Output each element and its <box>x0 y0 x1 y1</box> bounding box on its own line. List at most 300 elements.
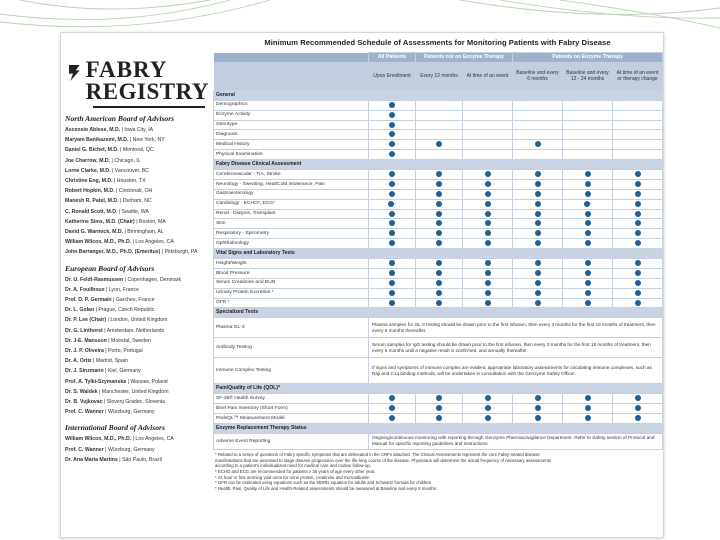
schedule-cell <box>613 189 663 199</box>
schedule-cell <box>369 404 416 414</box>
dot-marker <box>389 405 395 411</box>
dot-marker <box>485 415 491 421</box>
schedule-cell <box>369 268 416 278</box>
dot-marker <box>585 240 591 246</box>
adverse-event-row <box>214 433 663 449</box>
board-title: North American Board of Advisors <box>65 114 175 123</box>
board-title: International Board of Advisors <box>65 423 165 433</box>
schedule-cell <box>369 150 416 160</box>
schedule-cell <box>369 278 416 288</box>
schedule-cell <box>463 110 513 120</box>
assessment-row <box>214 298 663 308</box>
dot-marker <box>585 220 591 226</box>
dot-marker <box>389 171 395 177</box>
schedule-cell <box>563 120 613 130</box>
schedule-cell <box>613 170 663 180</box>
schedule-cell <box>463 100 513 110</box>
section-row <box>214 308 663 318</box>
board-member: Lorne Clarke, M.D. | Vancouver, BC <box>65 167 149 174</box>
board-member: David G. Warnock, M.D. | Birmingham, AL <box>65 229 164 236</box>
dot-marker <box>485 211 491 217</box>
header-spacer <box>214 53 369 63</box>
dot-marker <box>436 270 442 276</box>
dot-marker <box>389 240 395 246</box>
dot-marker <box>389 151 395 157</box>
schedule-cell <box>416 404 463 414</box>
dot-marker <box>436 405 442 411</box>
schedule-cell <box>463 199 513 209</box>
schedule-cell <box>513 179 563 189</box>
schedule-cell <box>563 278 613 288</box>
dot-marker <box>436 201 442 207</box>
assessment-row <box>214 268 663 278</box>
section-header: Vital Signs and Laboratory Tests <box>214 249 663 259</box>
dot-marker <box>389 260 395 266</box>
dot-marker <box>585 230 591 236</box>
footnote-line: * GFR can be estimated using equations such as the MDRD equation for adults and Schwartz formula for children <box>215 480 432 486</box>
column-header: At time of an event or therapy change <box>613 62 663 90</box>
schedule-cell <box>513 298 563 308</box>
schedule-cell <box>613 259 663 269</box>
section-row <box>214 249 663 259</box>
assessment-label: Respiratory - Spirometry <box>214 229 369 239</box>
dot-marker <box>585 191 591 197</box>
assessment-row <box>214 179 663 189</box>
dot-marker <box>535 405 541 411</box>
dot-marker <box>585 211 591 217</box>
schedule-cell <box>513 100 563 110</box>
board-member: Dr. Ana Maria Martins | São Paulo, Brazil <box>65 456 162 463</box>
dot-marker <box>585 181 591 187</box>
schedule-cell <box>416 278 463 288</box>
schedule-cell <box>369 414 416 424</box>
board-member: William Wilcox, M.D., Ph.D. | Los Angeles, CA <box>65 436 174 443</box>
assessment-label: Renal - Dialysis, Transplant <box>214 209 369 219</box>
schedule-cell <box>416 140 463 150</box>
schedule-cell <box>416 394 463 404</box>
schedule-cell <box>463 414 513 424</box>
assessment-row <box>214 189 663 199</box>
dot-marker <box>436 300 442 306</box>
schedule-cell <box>463 189 513 199</box>
dot-marker <box>585 415 591 421</box>
dot-marker <box>585 171 591 177</box>
schedule-cell <box>563 219 613 229</box>
assessment-label: Brief Pain Inventory (Short Form) <box>214 404 369 414</box>
dot-marker <box>389 102 395 108</box>
schedule-cell <box>513 259 563 269</box>
logo-line-2: REGISTRY <box>85 79 209 104</box>
board-member: Prof. C. Wanner | Würzburg, Germany <box>65 446 155 453</box>
dot-marker <box>389 112 395 118</box>
schedule-cell <box>613 278 663 288</box>
dot-marker <box>535 171 541 177</box>
dot-marker <box>635 290 641 296</box>
schedule-cell <box>613 394 663 404</box>
column-header: Baseline and every 6 months <box>513 62 563 90</box>
assessment-label: Height/Weight <box>214 259 369 269</box>
schedule-cell <box>463 268 513 278</box>
assessment-row <box>214 394 663 404</box>
assessment-label: Diagnosis <box>214 130 369 140</box>
schedule-cell <box>416 130 463 140</box>
schedule-cell <box>416 414 463 424</box>
schedule-cell <box>369 288 416 298</box>
assessment-row <box>214 170 663 180</box>
board-member: Prof. D. P. Germain | Garches, France <box>65 297 155 304</box>
schedule-cell <box>416 179 463 189</box>
schedule-cell <box>369 394 416 404</box>
schedule-cell <box>369 239 416 249</box>
assessment-label: Immune Complex Testing <box>214 358 369 384</box>
dot-marker <box>585 270 591 276</box>
assessment-label: Ophthalmology <box>214 239 369 249</box>
schedule-cell <box>369 120 416 130</box>
schedule-cell <box>613 179 663 189</box>
schedule-cell <box>416 199 463 209</box>
schedule-cell <box>613 404 663 414</box>
assessment-label: Cardiology - ECHO*, ECG* <box>214 199 369 209</box>
dot-marker <box>635 201 641 207</box>
assessment-label: Urinary Protein Excretion * <box>214 288 369 298</box>
column-header: At time of an event <box>463 62 513 90</box>
dot-marker <box>389 131 395 137</box>
schedule-panel <box>213 33 662 492</box>
schedule-cell <box>513 120 563 130</box>
schedule-cell <box>416 239 463 249</box>
schedule-cell <box>416 298 463 308</box>
schedule-cell <box>513 268 563 278</box>
dot-marker <box>389 220 395 226</box>
assessment-label: Demographics <box>214 100 369 110</box>
section-row <box>214 423 663 433</box>
dot-marker <box>635 260 641 266</box>
board-member: Dr. J-E. Mansson | Molndal, Sweden <box>65 337 151 344</box>
board-member: Christine Eng, M.D. | Houston, TX <box>65 178 146 185</box>
dot-marker <box>436 260 442 266</box>
assessment-label: Neurology - Sweating, Heat/Cold intolerance, Pain <box>214 179 369 189</box>
header-spacer <box>214 62 369 90</box>
section-row <box>214 384 663 394</box>
schedule-cell <box>463 404 513 414</box>
schedule-cell <box>513 130 563 140</box>
schedule-cell <box>416 209 463 219</box>
dot-marker <box>535 300 541 306</box>
assessment-row <box>214 130 663 140</box>
fabry-schedule-document <box>60 32 664 538</box>
board-member: Dr. J. P. Oliveira | Porto, Portugal <box>65 348 143 355</box>
dot-marker <box>389 415 395 421</box>
schedule-cell <box>463 259 513 269</box>
footnote-marker: * <box>589 200 592 206</box>
schedule-cell <box>563 288 613 298</box>
schedule-cell <box>513 170 563 180</box>
schedule-cell <box>613 268 663 278</box>
assessment-label: Genotype <box>214 120 369 130</box>
schedule-cell <box>613 120 663 130</box>
schedule-cell <box>563 209 613 219</box>
schedule-cell <box>369 170 416 180</box>
schedule-cell <box>613 298 663 308</box>
dot-marker <box>436 395 442 401</box>
schedule-cell <box>563 268 613 278</box>
dot-marker <box>635 171 641 177</box>
assessment-row <box>214 229 663 239</box>
board-member: Dr. U. Feldt-Rasmussen | Copenhagen, Denmark <box>65 276 182 283</box>
schedule-cell <box>369 100 416 110</box>
board-member-list <box>65 434 209 465</box>
board-member: Joe Charrow, M.D. | Chicago, IL <box>65 157 141 164</box>
dot-marker <box>585 405 591 411</box>
board-member: Dr. J. Sinzmann | Kiel, Germany <box>65 368 141 375</box>
schedule-cell <box>613 219 663 229</box>
schedule-cell <box>416 170 463 180</box>
assessment-note: Serum samples for IgG testing should be drawn prior to the first infusion, then every 3 months for the first 18 months of treatment, then every 6 months until a negative result is confirmed, and annually thereafter. <box>369 338 663 358</box>
assessment-label: Enzyme Activity <box>214 110 369 120</box>
dot-marker <box>389 290 395 296</box>
section-header: Fabry Disease Clinical Assessment <box>214 160 663 170</box>
schedule-cell <box>463 288 513 298</box>
schedule-cell <box>369 179 416 189</box>
column-header: Baseline and every 12 - 24 months <box>563 62 613 90</box>
dot-marker <box>389 230 395 236</box>
board-member: John Barranger, M.D., Ph.D. (Emeritus) | Pittsburgh, PA <box>65 249 198 256</box>
dot-marker <box>389 270 395 276</box>
dot-marker <box>436 141 442 147</box>
dot-marker <box>436 171 442 177</box>
dot-marker <box>635 191 641 197</box>
schedule-cell <box>613 110 663 120</box>
schedule-cell <box>416 150 463 160</box>
footnote-line: * ECHO and ECG are recommended for patients ≥ 35 years of age every other year. <box>215 468 376 474</box>
dot-marker <box>585 290 591 296</box>
dot-marker <box>485 395 491 401</box>
schedule-cell <box>513 110 563 120</box>
schedule-cell <box>563 298 613 308</box>
schedule-cell <box>463 140 513 150</box>
assessment-label: Blood Pressure <box>214 268 369 278</box>
schedule-cell <box>513 394 563 404</box>
dot-marker <box>485 201 491 207</box>
dot-marker <box>389 181 395 187</box>
dot-marker <box>389 141 395 147</box>
assessment-note: Ongoing/continuous monitoring with reporting through Genzyme Pharmacovigilance Department. Refer to Safety section of Protocol and Manual for specific reporting guidelines and instructions. <box>369 433 663 449</box>
dot-marker <box>535 395 541 401</box>
board-member-list <box>65 125 209 258</box>
column-header: Upon Enrollment <box>369 62 416 90</box>
schedule-cell <box>563 170 613 180</box>
schedule-cell <box>613 239 663 249</box>
assessment-row <box>214 259 663 269</box>
schedule-cell <box>416 100 463 110</box>
footnote-line: * Health, Pain, Quality of Life and Health-Related assessments should be measured at Baseline and every 6 months. <box>215 486 438 492</box>
board-member: Robert Hopkin, M.D. | Cincinnati, OH <box>65 188 153 195</box>
dot-marker <box>535 270 541 276</box>
schedule-cell <box>463 120 513 130</box>
schedule-cell <box>463 278 513 288</box>
assessment-note: Plasma samples for GL-3 testing should be drawn prior to the first infusion, then every 3 months for the first 18 months of treatment, then every 6 months thereafter. <box>369 318 663 338</box>
dot-marker <box>585 280 591 286</box>
board-member: C. Ronald Scott, M.D. | Seattle, WA <box>65 208 149 215</box>
schedule-cell <box>513 404 563 414</box>
assessment-row <box>214 199 663 209</box>
dot-marker <box>585 260 591 266</box>
dot-marker <box>436 280 442 286</box>
schedule-cell <box>563 100 613 110</box>
schedule-cell <box>416 219 463 229</box>
board-member-list <box>65 275 209 418</box>
dot-marker <box>585 395 591 401</box>
dot-marker <box>535 191 541 197</box>
schedule-cell <box>513 219 563 229</box>
board-member: Prof. A. Tylki-Szymanska | Warsaw, Poland <box>65 378 168 385</box>
advisors-panel <box>61 33 209 538</box>
column-header: Every 12 months <box>416 62 463 90</box>
schedule-cell <box>463 394 513 404</box>
dot-marker <box>485 181 491 187</box>
registry-mark-icon <box>67 59 82 87</box>
board-member: Ascensio Ablese, M.D. | Iowa City, IA <box>65 127 154 133</box>
assessment-row <box>214 278 663 288</box>
schedule-cell <box>513 140 563 150</box>
dot-marker <box>436 211 442 217</box>
schedule-cell <box>463 170 513 180</box>
board-member: Katherine Sims, M.D. (Chair) | Boston, MA <box>65 218 166 225</box>
assessment-row <box>214 404 663 414</box>
dot-marker <box>485 240 491 246</box>
schedule-cell <box>369 110 416 120</box>
dot-marker <box>485 405 491 411</box>
dot-marker <box>436 181 442 187</box>
logo-line-1: FABRY <box>85 57 168 82</box>
schedule-cell <box>613 288 663 298</box>
dot-marker <box>485 171 491 177</box>
schedule-cell <box>416 259 463 269</box>
dot-marker <box>485 230 491 236</box>
schedule-cell <box>563 229 613 239</box>
schedule-cell <box>513 189 563 199</box>
dot-marker <box>635 240 641 246</box>
dot-marker <box>635 405 641 411</box>
section-header: Enzyme Replacement Therapy Status <box>214 423 663 433</box>
dot-marker <box>535 290 541 296</box>
schedule-cell <box>613 229 663 239</box>
assessment-row <box>214 140 663 150</box>
column-header-row <box>214 62 663 90</box>
assessment-schedule-table <box>213 52 663 450</box>
specialized-test-row <box>214 358 663 384</box>
dot-marker <box>635 181 641 187</box>
board-member: Dr. S. Waldek | Manchester, United Kingdom <box>65 388 169 395</box>
schedule-cell <box>563 179 613 189</box>
schedule-cell <box>563 189 613 199</box>
board-member: Daniel G. Bichet, M.D. | Montreal, QC <box>65 147 154 154</box>
dot-marker <box>535 211 541 217</box>
schedule-cell <box>513 239 563 249</box>
schedule-cell <box>369 130 416 140</box>
dot-marker <box>436 230 442 236</box>
dot-marker <box>585 300 591 306</box>
dot-marker <box>485 260 491 266</box>
dot-marker <box>389 280 395 286</box>
dot-marker <box>635 395 641 401</box>
dot-marker <box>436 415 442 421</box>
dot-marker <box>535 415 541 421</box>
dot-marker <box>535 230 541 236</box>
group-header: Patients on Enzyme Therapy <box>513 53 663 63</box>
assessment-note: If signs and symptoms of immune complex are evident, appropriate laboratory assessments for circulating immune complexes, such as Raji and C1q binding methods, will be undertaken in consultation with the Genzyme Safety Officer. <box>369 358 663 384</box>
schedule-cell <box>563 130 613 140</box>
assessment-label: Gastroenterology <box>214 189 369 199</box>
schedule-cell <box>563 259 613 269</box>
dot-marker <box>485 270 491 276</box>
schedule-cell <box>563 414 613 424</box>
schedule-cell <box>369 229 416 239</box>
assessment-row <box>214 288 663 298</box>
assessment-row <box>214 239 663 249</box>
schedule-cell <box>563 140 613 150</box>
schedule-cell <box>463 298 513 308</box>
dot-marker <box>535 181 541 187</box>
group-header: Patients not on Enzyme Therapy <box>416 53 513 63</box>
assessment-label: Plasma GL-3 <box>214 318 369 338</box>
schedule-cell <box>563 404 613 414</box>
assessment-label: Medical History <box>214 140 369 150</box>
assessment-label: Physical Examination <box>214 150 369 160</box>
board-member: Dr. A. Ortiz | Madrid, Spain <box>65 358 128 365</box>
section-row <box>214 160 663 170</box>
assessment-row <box>214 219 663 229</box>
dot-marker <box>635 220 641 226</box>
footnote-line: * Related to a series of questions of Fabry specific symptoms that are delineated in the CRFs attached. The Clinical Assessments represent the core Fabry-related disease <box>215 451 540 457</box>
dot-marker <box>485 300 491 306</box>
footnote-line: according to a patient's individualized need for medical care and routine follow-up. <box>215 463 371 469</box>
schedule-cell <box>463 209 513 219</box>
group-header: All Patients <box>369 53 416 63</box>
section-row <box>214 90 663 100</box>
section-header: Pain/Quality of Life (QOL)* <box>214 384 663 394</box>
schedule-cell <box>369 189 416 199</box>
dot-marker <box>535 141 541 147</box>
schedule-cell <box>513 288 563 298</box>
dot-marker <box>535 240 541 246</box>
dot-marker <box>535 260 541 266</box>
dot-marker <box>389 211 395 217</box>
schedule-cell <box>463 130 513 140</box>
dot-marker <box>635 211 641 217</box>
board-member: Dr. A. Fouilhoux | Lyon, France <box>65 286 139 293</box>
dot-marker <box>635 280 641 286</box>
dot-marker <box>389 191 395 197</box>
schedule-cell <box>613 140 663 150</box>
dot-marker <box>485 290 491 296</box>
specialized-test-row <box>214 318 663 338</box>
assessment-label: Skin <box>214 219 369 229</box>
dot-marker <box>485 220 491 226</box>
dot-marker <box>389 300 395 306</box>
schedule-cell <box>513 414 563 424</box>
assessment-row <box>214 120 663 130</box>
footnote-marker: * <box>394 200 396 206</box>
dot-marker <box>535 280 541 286</box>
schedule-cell <box>369 298 416 308</box>
schedule-cell <box>369 259 416 269</box>
schedule-cell <box>613 130 663 140</box>
assessment-label: Cerebrovascular - TIA, Stroke <box>214 170 369 180</box>
schedule-cell <box>369 199 416 209</box>
board-member: Dr. P. Lee (Chair) | London, United Kingdom <box>65 317 168 324</box>
dot-marker <box>436 220 442 226</box>
